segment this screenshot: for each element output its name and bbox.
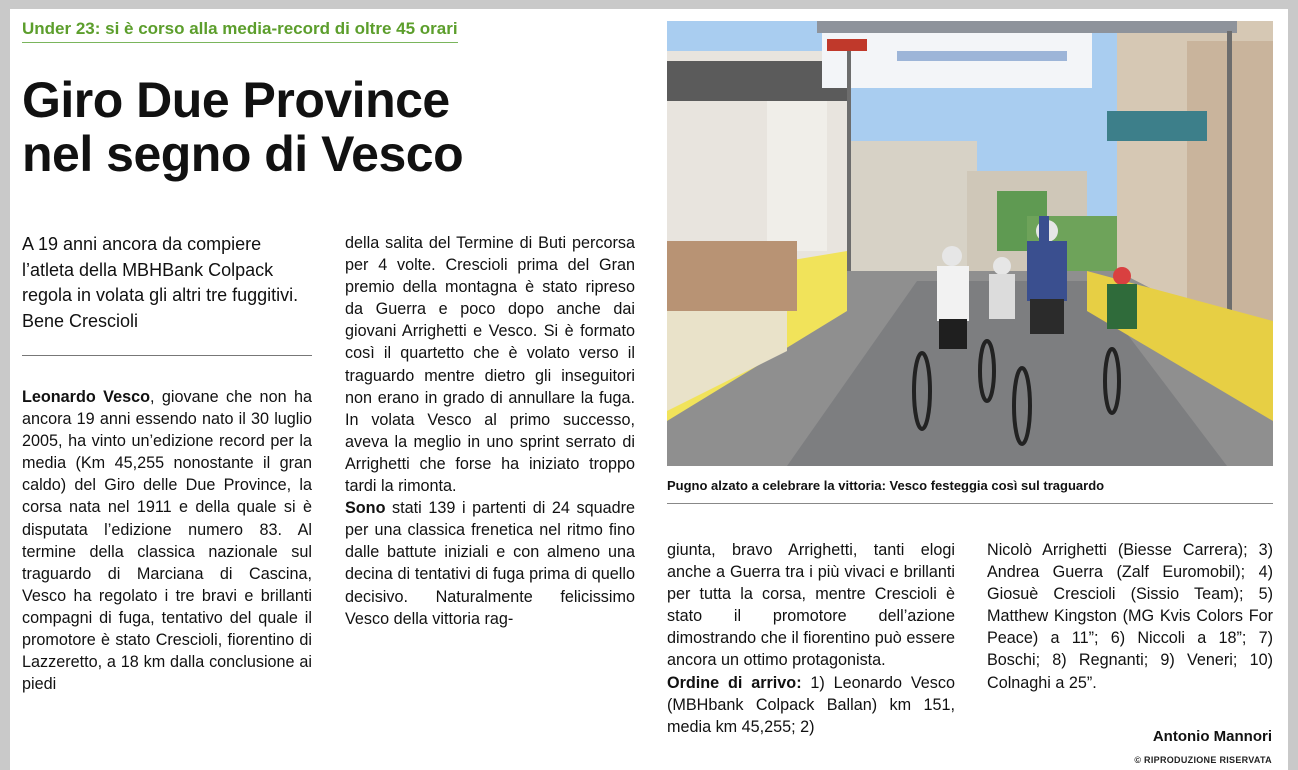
lead-name: Leonardo Vesco	[22, 388, 150, 406]
headline-line-1: Giro Due Province	[22, 72, 450, 128]
article-column-4	[987, 539, 1273, 694]
article-column-1	[22, 386, 312, 695]
race-photo-image	[667, 21, 1273, 466]
article-column-2	[345, 232, 635, 630]
column-2-lead: Sono	[345, 499, 386, 518]
column-2-paragraph-2: stati 139 i partenti di 24 squadre per una classica frenetica nel ritmo fino dalle battute iniziali e con almeno una decina di tentativi di fuga prima di quello decisivo. Naturalmente felicissimo Vesco della vittoria rag-	[345, 499, 635, 628]
headline	[22, 73, 463, 181]
photo-caption: Pugno alzato a celebrare la vittoria: Vesco festeggia così sul traguardo	[667, 478, 1105, 493]
headline-line-2: nel segno di Vesco	[22, 126, 464, 182]
column-2-paragraph-1: della salita del Termine di Buti percorsa per 4 volte. Crescioli prima del Gran premio della montagna è stato ripreso da Guerra e poco dopo anche dai giovani Arrighetti e Vesco. Si è formato così il quartetto che è volato verso il traguardo mentre dietro gli inseguitori non erano in grado di annullare la fuga. In volata Vesco al primo successo, aveva la meglio in uno sprint serrato di Arrighetti che forse ha iniziato troppo tardi la rimonta.	[345, 234, 635, 496]
subheading-divider	[22, 355, 312, 356]
race-photo	[667, 21, 1273, 466]
column-1-text: , giovane che non ha ancora 19 anni essendo nato il 30 luglio 2005, ha vinto un’edizione record per la media (Km 45,255 nonostante il gran caldo) del Giro delle Due Province, la corsa nata nel 1911 e della quale si è disputata l’edizione numero 83. Al termine della classica nazionale sul traguardo di Marciana di Cascina, Vesco ha regolato i tre bravi e brillanti compagni di fuga, tentativo del quale il promotore è stato Crescioli, fiorentino di Lazzeretto, a 18 km dalla conclusione ai piedi	[22, 388, 313, 694]
article-column-3	[667, 539, 955, 738]
subheading: A 19 anni ancora da compiere l’atleta della MBHBank Colpack regola in volata gli altri tre fuggitivi. Bene Crescioli	[22, 234, 299, 331]
newspaper-page	[10, 9, 1288, 770]
byline: Antonio Mannori	[1152, 728, 1272, 745]
column-4-results: Nicolò Arrighetti (Biesse Carrera); 3) Andrea Guerra (Zalf Euromobil); 4) Giosuè Crescioli (Sissio Team); 5) Matthew Kingston (MG Kvis Colors For Peace) a 11”; 6) Niccoli a 18”; 7) Boschi; 8) Regnanti; 9) Veneri; 10) Colnaghi a 25”.	[987, 541, 1273, 692]
column-3-paragraph-2: 1) Leonardo Vesco (MBHbank Colpack Ballan) km 151, media km 45,255; 2)	[667, 673, 955, 736]
kicker: Under 23: si è corso alla media-record di oltre 45 orari	[22, 19, 458, 43]
column-3-paragraph-1: giunta, bravo Arrighetti, tanti elogi anche a Guerra tra i più vivaci e brillanti per tutta la corsa, mentre Crescioli è stato il promotore dell’azione dimostrando che il fiorentino può essere ancora un ottimo protagonista.	[667, 541, 955, 670]
results-heading: Ordine di arrivo:	[667, 673, 802, 692]
copyright-notice: © RIPRODUZIONE RISERVATA	[1134, 755, 1272, 765]
caption-divider	[667, 503, 1273, 504]
